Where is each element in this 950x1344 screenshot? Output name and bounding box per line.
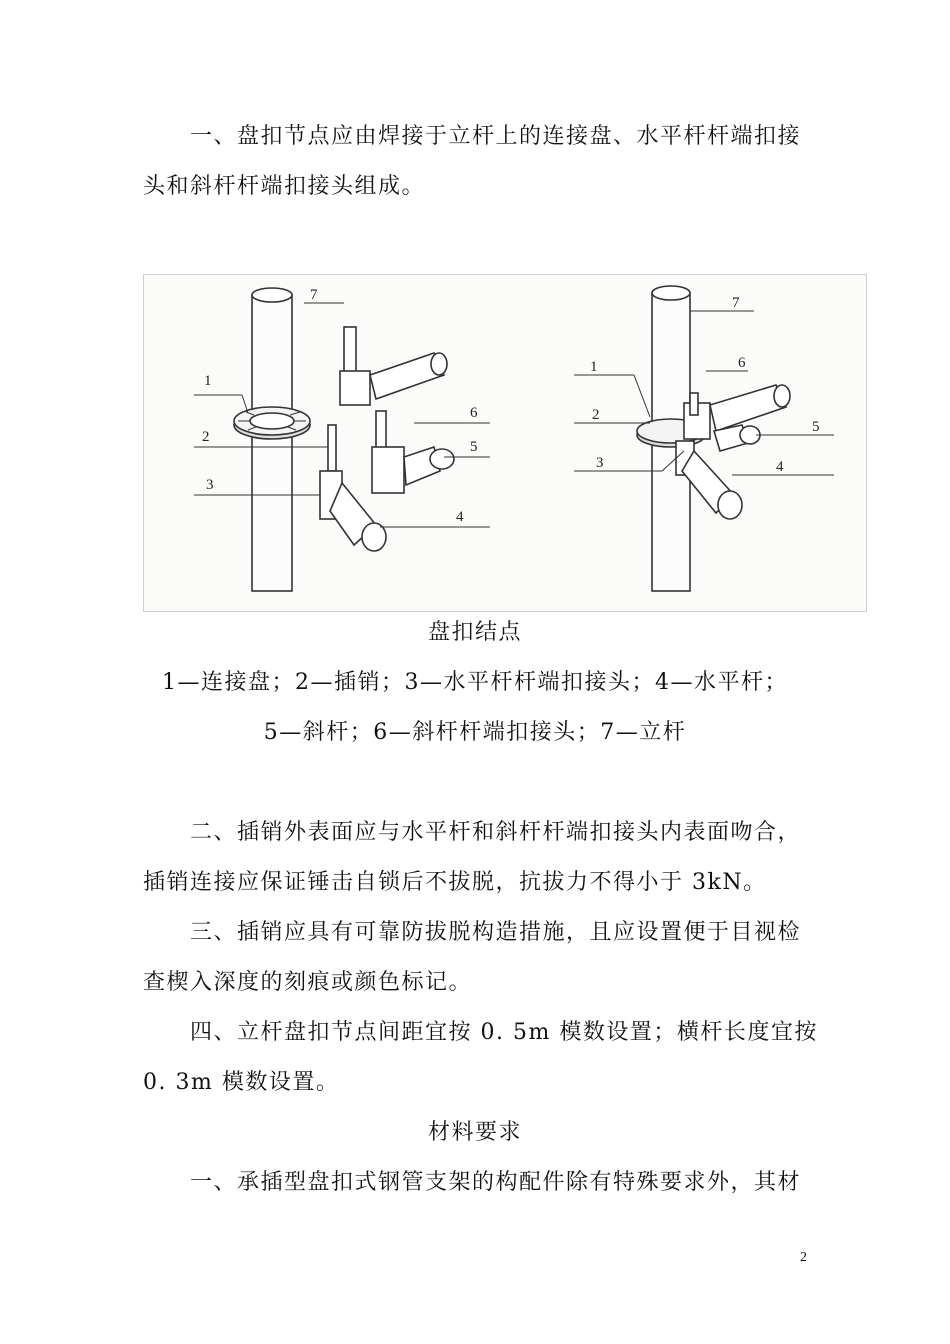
paragraph-4-line-2: 0. 3m 模数设置。 [143,1070,340,1095]
paragraph-1-line-2: 头和斜杆杆端扣接头组成。 [143,174,426,199]
right-callout-1: 1 [590,359,598,375]
right-callout-7: 7 [732,295,740,311]
figure-legend-line-2: 5—斜杆；6—斜杆杆端扣接头；7—立杆 [263,720,687,745]
paragraph-4-line-1: 四、立杆盘扣节点间距宜按 0. 5m 模数设置；横杆长度宜按 [190,1020,818,1045]
right-leader-lines [574,311,834,475]
left-callout-1: 1 [204,373,212,389]
paragraph-2-line-1: 二、插销外表面应与水平杆和斜杆杆端扣接头内表面吻合， [190,820,802,845]
joint-figure [143,274,867,612]
right-callout-4: 4 [776,459,784,475]
right-joint-drawing [637,286,790,591]
left-callout-2: 2 [202,429,210,445]
left-callout-4: 4 [456,509,464,525]
paragraph-1-line-1: 一、盘扣节点应由焊接于立杆上的连接盘、水平杆杆端扣接 [190,124,802,149]
paragraph-2-line-2: 插销连接应保证锤击自锁后不拔脱，抗拔力不得小于 3kN。 [143,870,767,895]
page-number: 2 [800,1250,807,1265]
figure-legend-line-1: 1—连接盘；2—插销；3—水平杆杆端扣接头；4—水平杆； [162,670,788,695]
paragraph-3-line-1: 三、插销应具有可靠防拔脱构造措施，且应设置便于目视检 [190,920,802,945]
right-callout-5: 5 [812,419,820,435]
left-callout-5: 5 [470,439,478,455]
figure-caption: 盘扣结点 [427,620,522,645]
right-callout-6: 6 [738,355,746,371]
joint-diagram [144,275,866,611]
right-callout-2: 2 [592,407,600,423]
left-callout-6: 6 [470,405,478,421]
right-callout-3: 3 [596,455,604,471]
left-joint-drawing [234,288,454,591]
left-callout-3: 3 [206,477,214,493]
material-heading: 材料要求 [427,1120,522,1145]
paragraph-3-line-2: 查楔入深度的刻痕或颜色标记。 [143,970,473,995]
material-paragraph-line-1: 一、承插型盘扣式钢管支架的构配件除有特殊要求外，其材 [190,1170,802,1195]
left-callout-7: 7 [310,287,318,303]
